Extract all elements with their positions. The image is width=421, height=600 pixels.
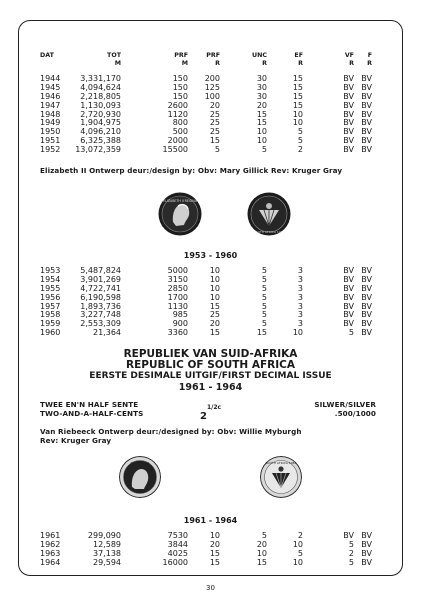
table-cell: BV [343, 531, 354, 540]
table-cell: 10 [292, 557, 303, 567]
table-cell: 2 [297, 531, 303, 540]
table-cell: 20 [256, 539, 267, 549]
table-cell: 15 [256, 118, 267, 128]
table-row [0, 266, 421, 275]
table-cell: 10 [292, 328, 303, 338]
table-cell: BV [361, 539, 372, 549]
table-cell: 15500 [162, 145, 188, 155]
table-cell: 3 [297, 319, 303, 329]
table-cell: 15 [209, 557, 220, 567]
table-cell: 15 [256, 557, 267, 567]
table-cell: 299,090 [87, 531, 121, 540]
table-cell: 5000 [167, 266, 188, 275]
table-row [0, 145, 421, 154]
table-cell: 25 [209, 118, 220, 128]
metal-label: SILWER/SILVER [314, 400, 376, 409]
table-cell: 3 [297, 266, 303, 275]
republic-years: 1961 - 1964 [178, 382, 243, 393]
table-cell: 1958 [40, 310, 61, 320]
table-cell: 30 [256, 82, 267, 92]
riebeeck-obverse-coin [119, 456, 161, 498]
header-prf-r: PRF R [206, 52, 220, 67]
table-cell: BV [361, 82, 372, 92]
table-cell: 5 [348, 539, 354, 549]
table-cell: 1962 [40, 539, 61, 549]
table-cell: BV [361, 266, 372, 275]
table-cell: BV [343, 319, 354, 329]
table-row [0, 531, 421, 540]
table-cell: 10 [256, 127, 267, 137]
table-cell: 4,096,210 [80, 127, 121, 137]
table-cell: 3360 [167, 328, 188, 338]
table-cell: 2,553,309 [80, 319, 121, 329]
table-cell: BV [361, 548, 372, 558]
denomination-english: TWO-AND-A-HALF-CENTS [40, 409, 144, 418]
table-cell: 2 [297, 145, 303, 155]
elizabeth-design-heading: Elizabeth II Ontwerp deur:/design by: Obv: Mary Gillick Rev: Kruger Gray [40, 166, 343, 175]
table-cell: BV [361, 74, 372, 83]
table-cell: 20 [209, 539, 220, 549]
table-cell: 10 [292, 118, 303, 128]
table-row [0, 540, 421, 549]
mintage-table-1961-1964 [0, 531, 421, 567]
elizabeth-obverse-legend: ELIZABETH II REGINA [163, 199, 197, 203]
table-cell: 5 [297, 127, 303, 137]
table-cell: 5 [297, 548, 303, 558]
table-cell: 20 [209, 100, 220, 110]
table-cell: BV [361, 310, 372, 320]
table-cell: 15 [256, 109, 267, 119]
table-cell: 1120 [167, 109, 188, 119]
table-cell: 10 [209, 283, 220, 293]
table-cell: 3,901,269 [80, 274, 121, 284]
table-cell: 29,594 [93, 557, 121, 567]
table-cell: 10 [209, 292, 220, 302]
table-cell: 15 [209, 328, 220, 338]
protea-reverse-coin [247, 192, 291, 236]
table-cell: 3 [297, 283, 303, 293]
table-cell: 5 [261, 283, 267, 293]
table-cell: BV [361, 91, 372, 101]
header-ef: EF R [294, 52, 303, 67]
table-cell: 3 [297, 301, 303, 311]
table-cell: 1949 [40, 118, 61, 128]
table-cell: 3 [297, 310, 303, 320]
table-cell: 2850 [167, 283, 188, 293]
table-cell: 1961 [40, 531, 61, 540]
table-cell: 2000 [167, 136, 188, 146]
table-cell: BV [361, 319, 372, 329]
header-unc: UNC R [251, 52, 267, 67]
table-cell: BV [343, 74, 354, 83]
table-cell: 3844 [167, 539, 188, 549]
riebeeck-obverse-legend: SUID AFRIKA [130, 461, 150, 465]
table-row [0, 293, 421, 302]
table-cell: BV [361, 283, 372, 293]
republic-heading-english: REPUBLIC OF SOUTH AFRICA [126, 359, 295, 371]
table-cell: BV [361, 136, 372, 146]
table-cell: 37,138 [93, 548, 121, 558]
table-cell: 20 [209, 319, 220, 329]
table-cell: BV [343, 292, 354, 302]
table-cell: 1955 [40, 283, 61, 293]
table-row [0, 275, 421, 284]
table-cell: BV [343, 127, 354, 137]
table-cell: 5 [214, 145, 220, 155]
table-cell: 3,331,170 [80, 74, 121, 83]
table-row [0, 558, 421, 567]
table-cell: 30 [256, 74, 267, 83]
table-cell: 5 [261, 310, 267, 320]
table-cell: 1951 [40, 136, 61, 146]
table-cell: 5 [261, 274, 267, 284]
mintage-table-1944-1952 [0, 74, 421, 154]
table-cell: 10 [256, 548, 267, 558]
table-cell: 12,589 [93, 539, 121, 549]
table-cell: 100 [204, 91, 220, 101]
table-cell: 5 [261, 319, 267, 329]
first-decimal-issue-heading: EERSTE DESIMALE UITGIF/FIRST DECIMAL ISSUE [89, 371, 332, 381]
table-cell: BV [361, 127, 372, 137]
table-cell: 1957 [40, 301, 61, 311]
table-cell: BV [343, 82, 354, 92]
table-cell: 16000 [162, 557, 188, 567]
table-cell: 3150 [167, 274, 188, 284]
table-cell: BV [343, 283, 354, 293]
table-cell: 1948 [40, 109, 61, 119]
table-cell: 1945 [40, 82, 61, 92]
table-cell: 150 [172, 74, 188, 83]
table-cell: 15 [292, 91, 303, 101]
table-cell: 150 [172, 91, 188, 101]
table-cell: 1953 [40, 266, 61, 275]
table-cell: 25 [209, 310, 220, 320]
header-f: F R [367, 52, 372, 67]
table-cell: 800 [172, 118, 188, 128]
riebeeck-reverse-designer: Rev: Kruger Gray [40, 436, 112, 445]
table-cell: 1700 [167, 292, 188, 302]
table-cell: 5 [348, 557, 354, 567]
table-cell: 1947 [40, 100, 61, 110]
table-cell: BV [361, 109, 372, 119]
table-cell: 985 [172, 310, 188, 320]
period-1953-1960: 1953 - 1960 [183, 251, 238, 260]
table-cell: 2600 [167, 100, 188, 110]
table-cell: BV [343, 266, 354, 275]
table-row [0, 310, 421, 319]
table-row [0, 92, 421, 101]
table-cell: BV [361, 118, 372, 128]
table-cell: BV [343, 118, 354, 128]
table-cell: 2,218,805 [80, 91, 121, 101]
republic-heading-afrikaans: REPUBLIEK VAN SUID-AFRIKA [123, 348, 298, 360]
protea-reverse-legend: SOUTH AFRICA 1953 [253, 230, 285, 234]
table-cell: 1952 [40, 145, 61, 155]
table-row [0, 74, 421, 83]
table-cell: 4,094,624 [80, 82, 121, 92]
table-cell: 1,130,093 [80, 100, 121, 110]
table-cell: 13,072,359 [75, 145, 121, 155]
table-cell: 1954 [40, 274, 61, 284]
denomination-value: $2^{1/2c}$ [200, 404, 222, 422]
table-cell: 15 [292, 82, 303, 92]
table-row [0, 127, 421, 136]
table-cell: 1963 [40, 548, 61, 558]
table-cell: 3,227,748 [80, 310, 121, 320]
table-cell: 5 [261, 531, 267, 540]
table-cell: BV [343, 301, 354, 311]
table-cell: 10 [292, 109, 303, 119]
table-row [0, 83, 421, 92]
table-cell: BV [361, 274, 372, 284]
table-cell: 1946 [40, 91, 61, 101]
table-cell: 5 [261, 301, 267, 311]
table-cell: 1944 [40, 74, 61, 83]
table-cell: BV [343, 100, 354, 110]
mintage-table-1953-1960 [0, 266, 421, 337]
table-cell: 10 [256, 136, 267, 146]
table-cell: BV [361, 145, 372, 155]
table-cell: 1960 [40, 328, 61, 338]
table-cell: BV [343, 136, 354, 146]
table-cell: 4025 [167, 548, 188, 558]
table-cell: BV [361, 557, 372, 567]
period-1961-1964: 1961 - 1964 [183, 516, 238, 525]
header-dat: DAT [40, 52, 54, 59]
table-cell: 30 [256, 91, 267, 101]
table-cell: BV [361, 100, 372, 110]
table-cell: BV [361, 292, 372, 302]
table-row [0, 110, 421, 119]
table-cell: 15 [256, 328, 267, 338]
header-vf: VF R [344, 52, 354, 67]
table-cell: 15 [292, 100, 303, 110]
table-cell: 1,893,736 [80, 301, 121, 311]
table-cell: 2 [348, 548, 354, 558]
table-cell: 20 [256, 100, 267, 110]
page-number: 30 [206, 584, 215, 592]
table-cell: 15 [209, 136, 220, 146]
table-cell: 1964 [40, 557, 61, 567]
table-cell: 15 [209, 301, 220, 311]
table-row [0, 136, 421, 145]
table-cell: BV [343, 145, 354, 155]
table-cell: 2,720,930 [80, 109, 121, 119]
table-row [0, 328, 421, 337]
table-cell: 150 [172, 82, 188, 92]
protea-reverse-1961-legend: SOUTH AFRICA 1961 [265, 461, 297, 465]
table-cell: 10 [209, 531, 220, 540]
table-cell: 25 [209, 109, 220, 119]
table-cell: 6,325,388 [80, 136, 121, 146]
table-cell: 500 [172, 127, 188, 137]
table-cell: 25 [209, 127, 220, 137]
table-cell: 200 [204, 74, 220, 83]
table-cell: BV [361, 531, 372, 540]
table-cell: 10 [209, 266, 220, 275]
table-cell: BV [343, 109, 354, 119]
table-cell: 7530 [167, 531, 188, 540]
table-cell: 125 [204, 82, 220, 92]
table-row [0, 319, 421, 328]
riebeeck-design-heading: Van Riebeeck Ontwerp deur:/designed by: Obv: Willie Myburgh [40, 427, 302, 436]
protea-reverse-1961-coin [260, 456, 302, 498]
table-cell: 5 [261, 266, 267, 275]
table-cell: 5 [348, 328, 354, 338]
table-cell: 3 [297, 292, 303, 302]
table-row [0, 302, 421, 311]
table-cell: BV [361, 301, 372, 311]
table-cell: 1950 [40, 127, 61, 137]
table-cell: 15 [292, 74, 303, 83]
header-tot: TOT M [107, 52, 121, 67]
table-cell: 6,190,598 [80, 292, 121, 302]
table-cell: 15 [209, 548, 220, 558]
elizabeth-obverse-coin [158, 192, 202, 236]
table-cell: 900 [172, 319, 188, 329]
table-row [0, 284, 421, 293]
table-cell: 10 [292, 539, 303, 549]
table-cell: 1956 [40, 292, 61, 302]
table-cell: 10 [209, 274, 220, 284]
table-row [0, 549, 421, 558]
table-cell: 5 [261, 292, 267, 302]
table-cell: 5 [297, 136, 303, 146]
table-cell: 5,487,824 [80, 266, 121, 275]
table-row [0, 118, 421, 127]
table-cell: BV [343, 274, 354, 284]
table-cell: BV [361, 328, 372, 338]
table-cell: BV [343, 91, 354, 101]
table-cell: 4,722,741 [80, 283, 121, 293]
table-header [0, 52, 421, 72]
table-cell: 21,364 [93, 328, 121, 338]
header-prf-m: PRF M [174, 52, 188, 67]
table-cell: 3 [297, 274, 303, 284]
table-cell: BV [343, 310, 354, 320]
table-cell: 1959 [40, 319, 61, 329]
table-row [0, 101, 421, 110]
fineness-label: .500/1000 [334, 409, 376, 418]
table-cell: 5 [261, 145, 267, 155]
table-cell: 1,904,975 [80, 118, 121, 128]
denomination-afrikaans: TWEE EN'N HALF SENTE [40, 400, 139, 409]
table-cell: 1130 [167, 301, 188, 311]
